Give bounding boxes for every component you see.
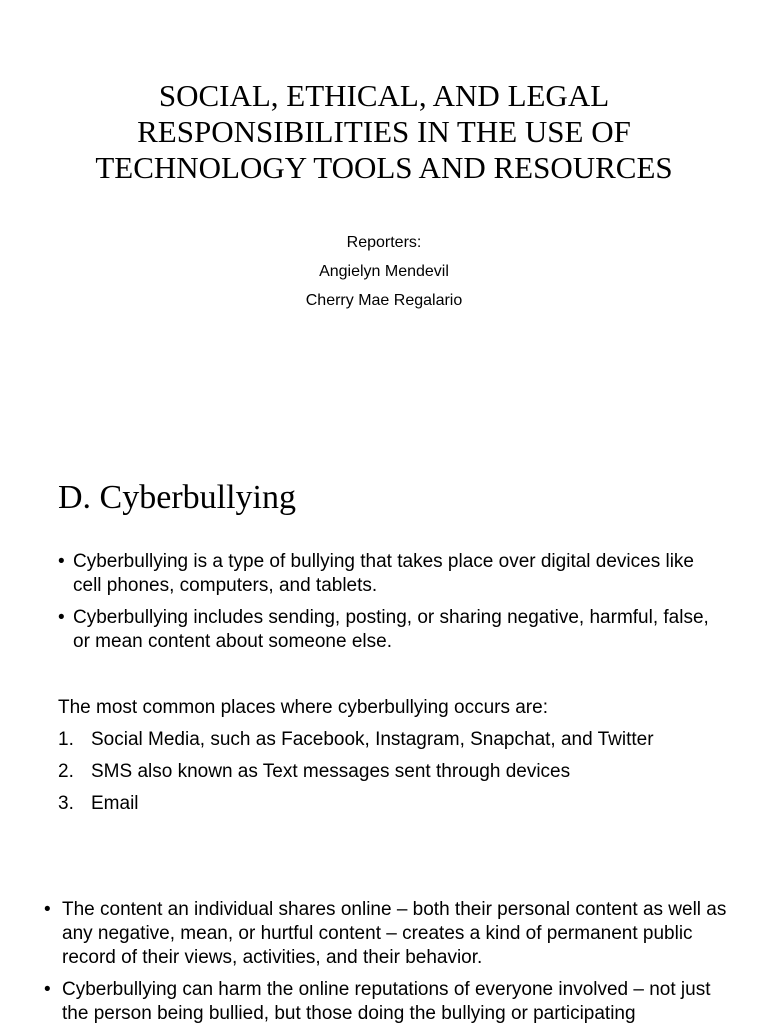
numbered-item (58, 728, 654, 752)
numbered-item (58, 792, 654, 816)
bullet-icon: • (44, 899, 51, 920)
bullet-list (44, 898, 734, 1024)
bullet-item (58, 606, 718, 654)
list-intro: The most common places where cyberbullying occurs are: (58, 697, 548, 718)
title-slide (0, 0, 768, 432)
bullet-item (44, 898, 734, 970)
bullet-text: Cyberbullying is a type of bullying that takes place over digital devices like cell phones, computers, and tablets. (73, 551, 694, 596)
item-text: Social Media, such as Facebook, Instagram, Snapchat, and Twitter (91, 729, 654, 750)
bullet-list (58, 550, 718, 662)
bullet-text: The content an individual shares online – both their personal content as well as any negative, mean, or hurtful content – creates a kind of permanent public record of their views, activities, and their behavior. (62, 899, 727, 968)
numbered-list (58, 728, 654, 824)
slide-heading: D. Cyberbullying (58, 479, 296, 516)
numbered-item (58, 760, 654, 784)
bullet-icon: • (58, 551, 65, 572)
item-number: 2. (58, 761, 74, 782)
item-text: Email (91, 793, 139, 814)
bullet-item (58, 550, 718, 598)
reporters-block (184, 228, 584, 315)
slide-title: SOCIAL, ETHICAL, AND LEGAL RESPONSIBILITIES IN THE USE OF TECHNOLOGY TOOLS AND RESOURCES (95, 78, 673, 185)
bullet-text: Cyberbullying can harm the online reputations of everyone involved – not just the person being bullied, but those doing the bullying or participating (62, 979, 711, 1024)
item-number: 1. (58, 729, 74, 750)
cyberbullying-slide (0, 432, 768, 842)
item-number: 3. (58, 793, 74, 814)
reporters-label: Reporters: (346, 234, 422, 251)
bullet-text: Cyberbullying includes sending, posting, or sharing negative, harmful, false, or mean content about someone else. (73, 607, 709, 652)
bullet-icon: • (44, 979, 51, 1000)
item-text: SMS also known as Text messages sent through devices (91, 761, 571, 782)
reporter-name: Cherry Mae Regalario (305, 292, 463, 309)
reporter-name: Angielyn Mendevil (319, 263, 449, 280)
bullet-item (44, 978, 734, 1024)
bullet-icon: • (58, 607, 65, 628)
online-reputation-slide (0, 842, 768, 1024)
